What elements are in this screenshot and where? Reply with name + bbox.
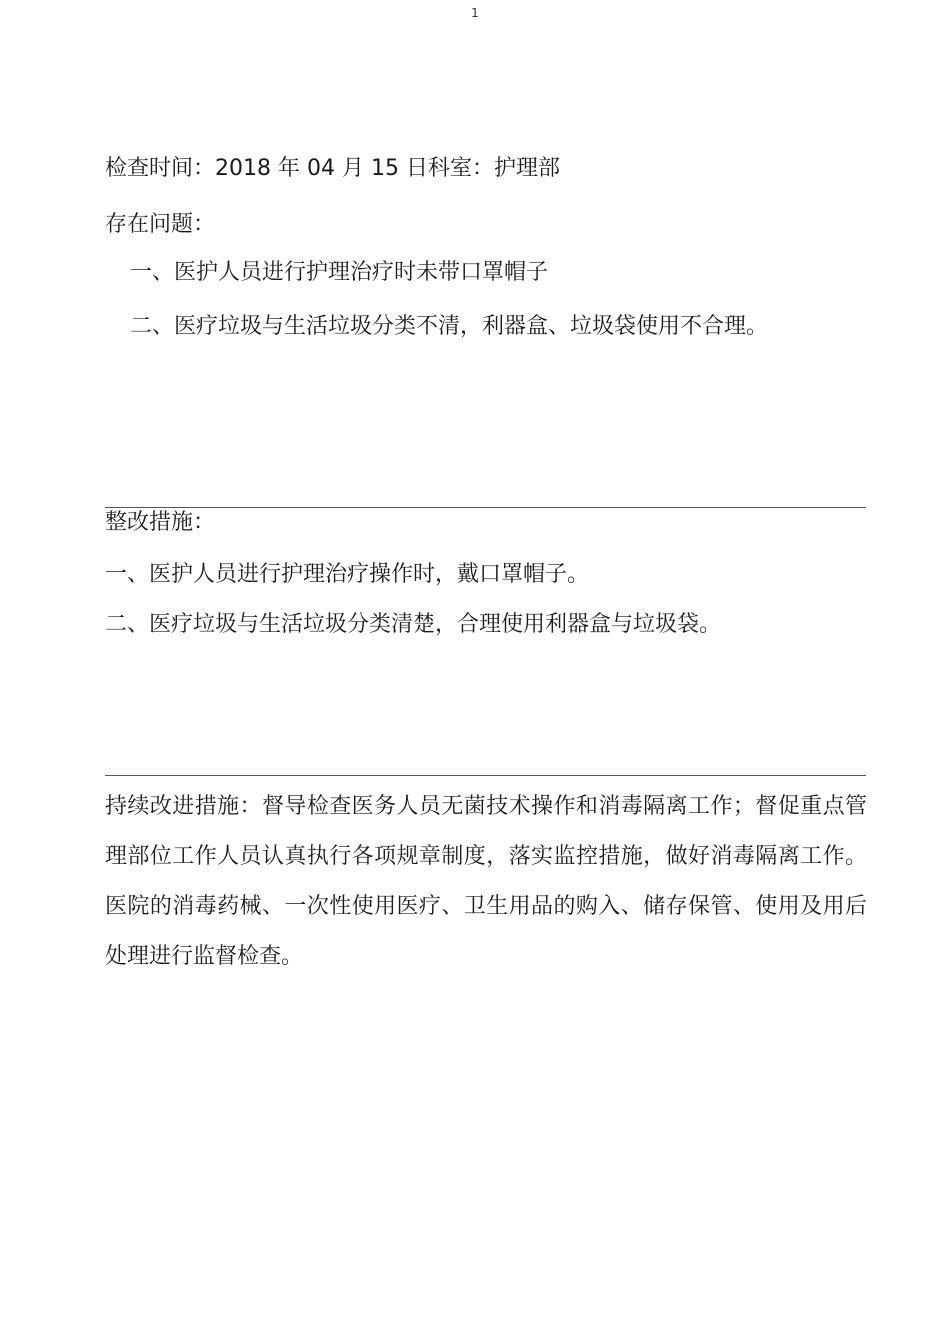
- continuous-improvement-paragraph: 持续改进措施：督导检查医务人员无菌技术操作和消毒隔离工作；督促重点管理部位工作人员认真执行各项规章制度，落实监控措施，做好消毒隔离工作。医院的消毒药械、一次性使用医疗、卫生用品的购入、储存保管、使用及用后处理进行监督检查。: [105, 794, 867, 969]
- department-label: 科室：: [427, 156, 494, 181]
- problem-item-1: 一、医护人员进行护理治疗时未带口罩帽子: [130, 260, 549, 285]
- inspection-time-label: 检查时间：: [105, 156, 216, 181]
- section-divider-2: [105, 775, 866, 776]
- measure-item-2: 二、医疗垃圾与生活垃圾分类清楚，合理使用利器盒与垃圾袋。: [105, 612, 722, 637]
- page-number: 1: [471, 6, 479, 20]
- problem-item-2: 二、医疗垃圾与生活垃圾分类不清，利器盒、垃圾袋使用不合理。: [130, 314, 769, 339]
- problems-heading: 存在问题：: [105, 212, 216, 237]
- section-divider-1: [105, 507, 866, 508]
- inspection-info-line: [105, 154, 560, 184]
- department-value: 护理部: [493, 156, 560, 181]
- inspection-date: 2018 年 04 月 15 日: [215, 156, 428, 181]
- measure-item-1: 一、医护人员进行护理治疗操作时，戴口罩帽子。: [105, 562, 590, 587]
- measures-heading: 整改措施：: [105, 510, 216, 535]
